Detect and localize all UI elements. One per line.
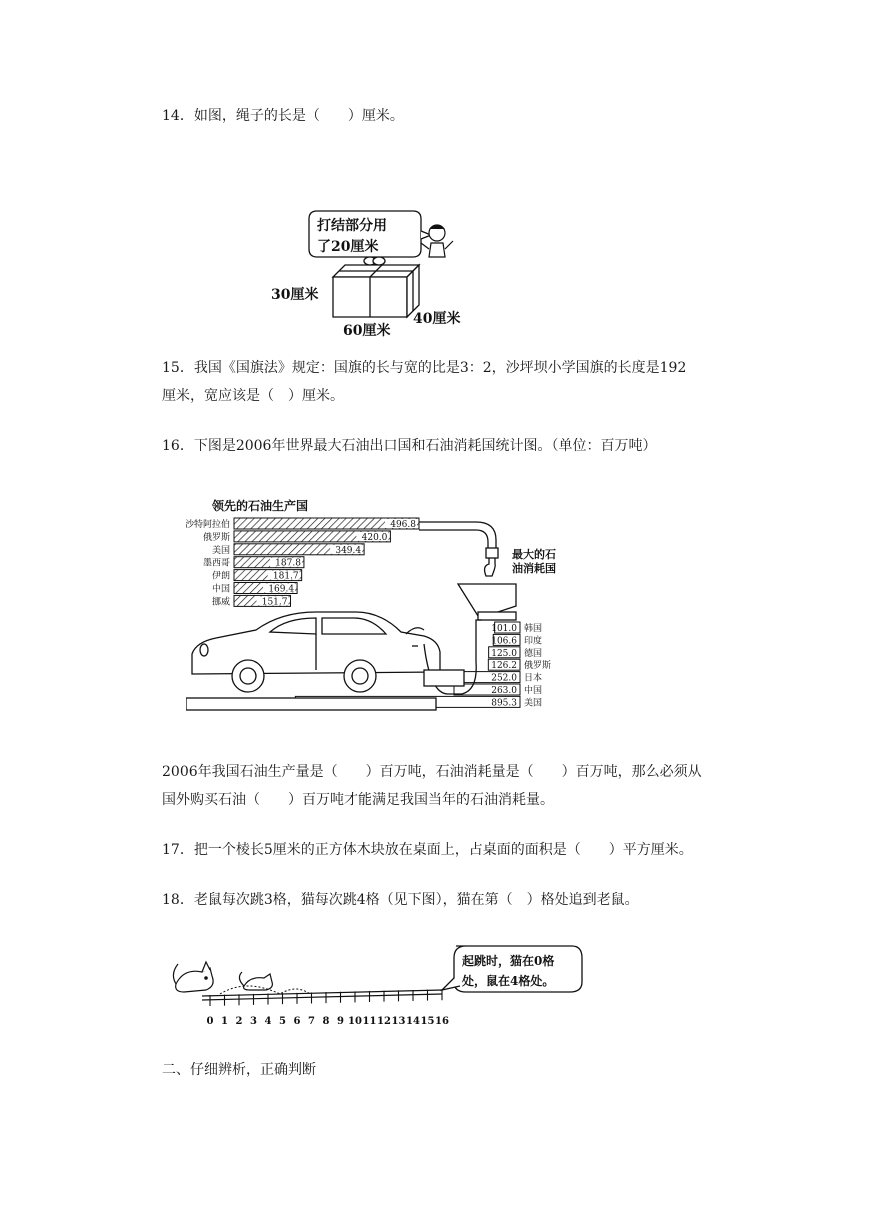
number-line-svg: [170, 938, 590, 1030]
q14-label-height: 30厘米: [271, 287, 319, 303]
consumer-category-label: 德国: [524, 648, 543, 659]
number-line-tick-label: 1: [221, 1016, 228, 1027]
q18-speech-line2: 处，鼠在4格处。: [462, 974, 555, 988]
number-line-tick-label: 3: [250, 1016, 257, 1027]
pipe-icon: [419, 522, 498, 576]
q14-speech-line2: 了20厘米: [317, 239, 379, 255]
producer-value-label: 349.4: [335, 545, 362, 556]
consumer-value-label: 101.0: [491, 624, 517, 634]
consumer-category-label: 中国: [524, 686, 543, 696]
number-line-tick-label: 6: [293, 1016, 301, 1027]
producer-category-label: 挪威: [211, 597, 230, 608]
producer-chart-title: 领先的石油生产国: [212, 499, 309, 513]
consumer-value-label: 252.0: [491, 673, 517, 684]
question-15-line1: 15．我国《国旗法》规定：国旗的长与宽的比是3：2，沙坪坝小学国旗的长度是192: [162, 360, 687, 376]
producer-category-label: 俄罗斯: [202, 532, 230, 543]
gift-box-illustration: [265, 205, 485, 345]
number-line-tick-label: 11: [362, 1016, 377, 1027]
consumer-category-label: 日本: [524, 673, 543, 684]
child-icon: [421, 225, 453, 257]
number-line-tick-label: 7: [308, 1016, 315, 1027]
question-16-answer-line2: 国外购买石油（ ）百万吨才能满足我国当年的石油消耗量。: [162, 792, 554, 808]
q14-speech-line1: 打结部分用: [317, 218, 387, 234]
number-line-tick-label: 8: [322, 1016, 330, 1027]
consumer-value-label: 895.3: [491, 698, 517, 709]
number-line-tick-label: 4: [264, 1016, 272, 1027]
question-16-answer-line1: 2006年我国石油生产量是（ ）百万吨，石油消耗量是（ ）百万吨，那么必须从: [162, 764, 702, 780]
q14-label-width: 40厘米: [413, 311, 461, 327]
number-line-tick-label: 9: [337, 1016, 344, 1027]
number-line-figure: [170, 938, 590, 1030]
number-line-tick-label: 16: [435, 1016, 449, 1027]
producer-value-label: 181.7: [272, 571, 299, 582]
oil-chart-figure: [186, 494, 586, 720]
number-line-tick-label: 13: [391, 1016, 406, 1027]
producer-category-label: 沙特阿拉伯: [186, 520, 230, 530]
producer-value-label: 187.8: [275, 558, 301, 569]
producer-value-label: 169.4: [268, 584, 295, 595]
number-line-tick-label: 15: [420, 1016, 435, 1027]
consumer-value-label: 126.2: [491, 661, 517, 672]
producer-value-label: 420.0: [361, 532, 388, 543]
question-15-line2: 厘米，宽应该是（ ）厘米。: [162, 388, 344, 404]
producer-category-label: 美国: [211, 545, 230, 556]
q14-label-length: 60厘米: [343, 323, 391, 339]
consumer-chart-title-line1: 最大的石: [512, 548, 556, 561]
number-line-tick-label: 0: [206, 1016, 214, 1027]
car-icon: [186, 612, 482, 710]
consumer-value-label: 263.0: [491, 686, 517, 696]
funnel-icon: [458, 584, 516, 620]
question-17-text: 17．把一个棱长5厘米的正方体木块放在桌面上，占桌面的面积是（ ）平方厘米。: [162, 842, 693, 858]
producer-category-label: 伊朗: [211, 571, 230, 582]
oil-chart-svg: [186, 494, 586, 720]
gift-box-figure: [265, 205, 485, 345]
consumer-category-label: 韩国: [524, 624, 543, 634]
number-line-tick-label: 10: [348, 1016, 362, 1027]
consumer-chart-title-line2: 油消耗国: [512, 562, 556, 575]
q18-speech-line1: 起跳时，猫在0格: [462, 954, 555, 968]
cat-icon: [173, 962, 213, 992]
producer-category-label: 墨西哥: [202, 558, 230, 569]
number-line-tick-label: 5: [279, 1016, 286, 1027]
section-2-heading: 二、仔细辨析，正确判断: [162, 1062, 316, 1078]
consumer-category-label: 俄罗斯: [524, 661, 552, 672]
consumer-value-label: 125.0: [491, 648, 517, 659]
producer-value-label: 151.7: [261, 597, 288, 608]
consumer-category-label: 印度: [524, 636, 543, 647]
question-18-text: 18．老鼠每次跳3格，猫每次跳4格（见下图），猫在第（ ）格处追到老鼠。: [162, 892, 639, 908]
producer-category-label: 中国: [211, 584, 230, 595]
number-line-tick-label: 12: [377, 1016, 391, 1027]
number-line-tick-label: 14: [406, 1016, 420, 1027]
question-16-text: 16．下图是2006年世界最大石油出口国和石油消耗国统计图。（单位：百万吨）: [162, 438, 657, 454]
box-icon: [333, 257, 419, 317]
question-14-text: 14．如图，绳子的长是（ ）厘米。: [162, 108, 404, 124]
mouse-icon: [239, 972, 272, 990]
producer-value-label: 496.8: [390, 520, 416, 530]
consumer-value-label: 106.6: [491, 636, 517, 647]
consumer-category-label: 美国: [524, 698, 543, 709]
number-line-tick-label: 2: [235, 1016, 243, 1027]
